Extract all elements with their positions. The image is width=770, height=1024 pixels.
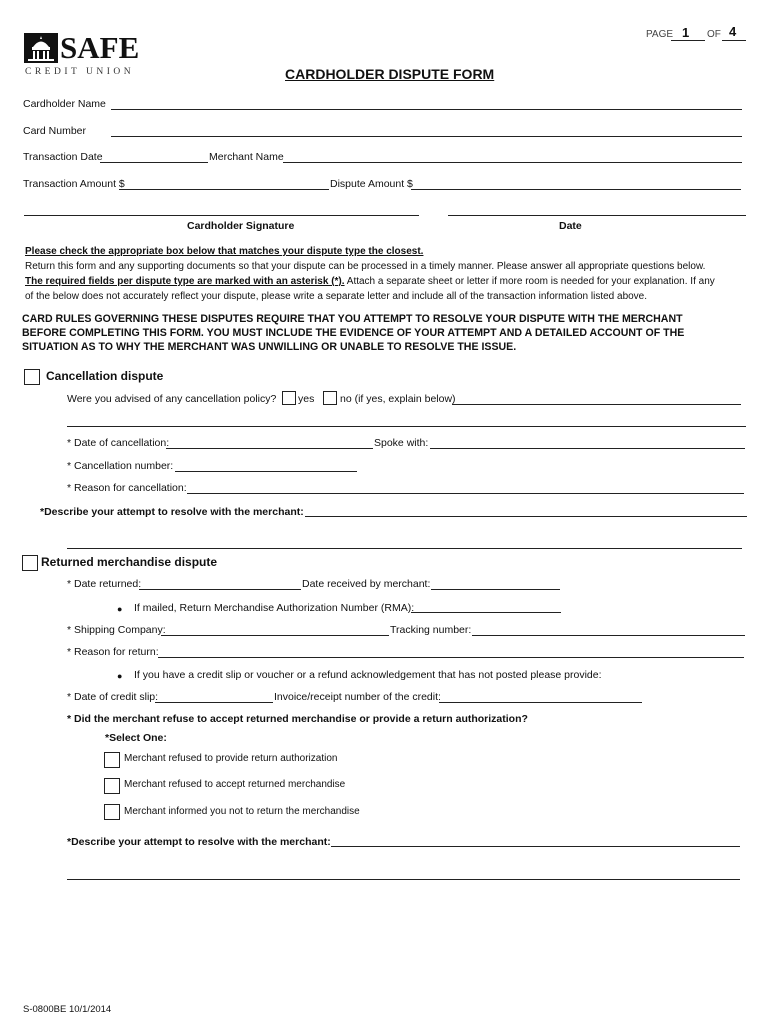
cancellation-dispute-checkbox[interactable] bbox=[24, 369, 40, 385]
merchant-name-field[interactable] bbox=[283, 162, 742, 163]
returned-describe-field[interactable] bbox=[331, 846, 740, 847]
card-rules-line-2: BEFORE COMPLETING THIS FORM. YOU MUST INCLUDE THE EVIDENCE OF YOUR ATTEMPT AND A DETAILED ACCOUNT OF THE bbox=[22, 327, 685, 339]
option-refused-accept-checkbox[interactable] bbox=[104, 778, 120, 794]
card-rules-line-3: SITUATION AS TO WHY THE MERCHANT WAS UNWILLING OR UNABLE TO RESOLVE THE ISSUE. bbox=[22, 341, 517, 353]
required-fields-rest: Attach a separate sheet or letter if more room is needed for your explanation. If any bbox=[344, 276, 715, 287]
signature-field[interactable] bbox=[24, 215, 419, 216]
cancellation-number-label: * Cancellation number: bbox=[67, 460, 174, 472]
reason-return-label: * Reason for return: bbox=[67, 646, 159, 658]
logo-subtitle: CREDIT UNION bbox=[25, 67, 135, 77]
spoke-with-label: Spoke with: bbox=[374, 437, 429, 449]
rma-number-field[interactable] bbox=[411, 612, 561, 613]
tracking-number-field[interactable] bbox=[472, 635, 745, 636]
instruction-line-2 bbox=[25, 276, 715, 287]
refuse-question: * Did the merchant refuse to accept returned merchandise or provide a return authorization? bbox=[67, 713, 528, 725]
transaction-date-field[interactable] bbox=[100, 162, 208, 163]
logo-name: SAFE bbox=[60, 30, 140, 65]
form-code: S-0800BE 10/1/2014 bbox=[23, 1004, 112, 1015]
transaction-date-label: Transaction Date bbox=[23, 151, 103, 163]
option-not-return-checkbox[interactable] bbox=[104, 804, 120, 820]
advised-yes-label: yes bbox=[298, 393, 315, 405]
capitol-dome-icon bbox=[24, 33, 58, 63]
invoice-number-label: Invoice/receipt number of the credit: bbox=[274, 691, 441, 703]
transaction-amount-label: Transaction Amount $ bbox=[23, 178, 125, 190]
signature-date-label: Date bbox=[559, 220, 582, 232]
signature-date-field[interactable] bbox=[448, 215, 746, 216]
dispute-amount-field[interactable] bbox=[411, 189, 741, 190]
date-returned-field[interactable] bbox=[139, 589, 301, 590]
advised-no-label: no (if yes, explain below) bbox=[340, 393, 456, 405]
spoke-with-field[interactable] bbox=[430, 448, 745, 449]
date-received-label: Date received by merchant: bbox=[302, 578, 431, 590]
card-number-field[interactable] bbox=[111, 136, 742, 137]
returned-heading: Returned merchandise dispute bbox=[41, 555, 218, 569]
transaction-amount-field[interactable] bbox=[119, 189, 329, 190]
check-box-instruction: Please check the appropriate box below that matches your dispute type the closest. bbox=[25, 246, 424, 257]
option-refused-authorization-label: Merchant refused to provide return authorization bbox=[124, 753, 338, 764]
signature-label: Cardholder Signature bbox=[187, 220, 295, 232]
returned-merchandise-checkbox[interactable] bbox=[22, 555, 38, 571]
bullet-icon: ● bbox=[117, 671, 123, 681]
returned-describe-label: *Describe your attempt to resolve with the merchant: bbox=[67, 836, 331, 848]
total-pages: 4 bbox=[729, 24, 737, 39]
date-of-cancellation-field[interactable] bbox=[166, 448, 373, 449]
dispute-amount-label: Dispute Amount $ bbox=[330, 178, 413, 190]
merchant-name-label: Merchant Name bbox=[209, 151, 284, 163]
select-one-label: *Select One: bbox=[105, 732, 167, 744]
advised-explain-field[interactable] bbox=[452, 404, 741, 405]
tracking-number-label: Tracking number: bbox=[390, 624, 472, 636]
date-returned-label: * Date returned: bbox=[67, 578, 142, 590]
shipping-company-field[interactable] bbox=[161, 635, 389, 636]
option-not-return-label: Merchant informed you not to return the merchandise bbox=[124, 806, 360, 817]
cancellation-number-field[interactable] bbox=[175, 471, 357, 472]
reason-cancellation-label: * Reason for cancellation: bbox=[67, 482, 187, 494]
of-label: OF bbox=[707, 29, 721, 40]
invoice-number-field[interactable] bbox=[439, 702, 642, 703]
advised-yes-checkbox[interactable] bbox=[282, 391, 296, 405]
cancellation-heading: Cancellation dispute bbox=[46, 369, 164, 383]
advised-question: Were you advised of any cancellation policy? bbox=[67, 393, 277, 405]
cancellation-describe-field[interactable] bbox=[305, 516, 747, 517]
advised-no-checkbox[interactable] bbox=[323, 391, 337, 405]
if-mailed-label: If mailed, Return Merchandise Authorization Number (RMA): bbox=[134, 602, 415, 614]
bullet-icon: ● bbox=[117, 604, 123, 614]
logo bbox=[24, 33, 58, 68]
cancellation-describe-label: *Describe your attempt to resolve with the merchant: bbox=[40, 506, 304, 518]
returned-describe-field-2[interactable] bbox=[67, 879, 740, 880]
required-fields-note: The required fields per dispute type are marked with an asterisk (*). bbox=[25, 276, 345, 287]
cancellation-describe-field-2[interactable] bbox=[67, 548, 742, 549]
date-received-field[interactable] bbox=[431, 589, 560, 590]
card-rules-line-1: CARD RULES GOVERNING THESE DISPUTES REQUIRE THAT YOU ATTEMPT TO RESOLVE YOUR DISPUTE WITH THE MERCHANT bbox=[22, 313, 683, 325]
cardholder-name-label: Cardholder Name bbox=[23, 98, 106, 110]
date-of-cancellation-label: * Date of cancellation: bbox=[67, 437, 170, 449]
credit-slip-note: If you have a credit slip or voucher or a refund acknowledgement that has not posted please provide: bbox=[134, 669, 602, 681]
card-number-label: Card Number bbox=[23, 125, 87, 137]
page-label: PAGE bbox=[646, 29, 674, 40]
reason-return-field[interactable] bbox=[158, 657, 744, 658]
page-number: 1 bbox=[682, 25, 690, 40]
option-refused-accept-label: Merchant refused to accept returned merchandise bbox=[124, 779, 346, 790]
shipping-company-label: * Shipping Company: bbox=[67, 624, 166, 636]
instruction-line-3: of the below does not accurately reflect your dispute, please write a separate letter and include all of the transaction information listed above. bbox=[25, 291, 648, 302]
form-title: CARDHOLDER DISPUTE FORM bbox=[285, 66, 495, 82]
option-refused-authorization-checkbox[interactable] bbox=[104, 752, 120, 768]
cardholder-name-field[interactable] bbox=[111, 109, 742, 110]
advised-explain-field-2[interactable] bbox=[67, 426, 746, 427]
instruction-line-1: Return this form and any supporting documents so that your dispute can be processed in a timely manner. Please answer all appropriate questions below. bbox=[25, 261, 706, 272]
date-credit-slip-field[interactable] bbox=[155, 702, 273, 703]
date-credit-slip-label: * Date of credit slip: bbox=[67, 691, 159, 703]
reason-cancellation-field[interactable] bbox=[187, 493, 744, 494]
